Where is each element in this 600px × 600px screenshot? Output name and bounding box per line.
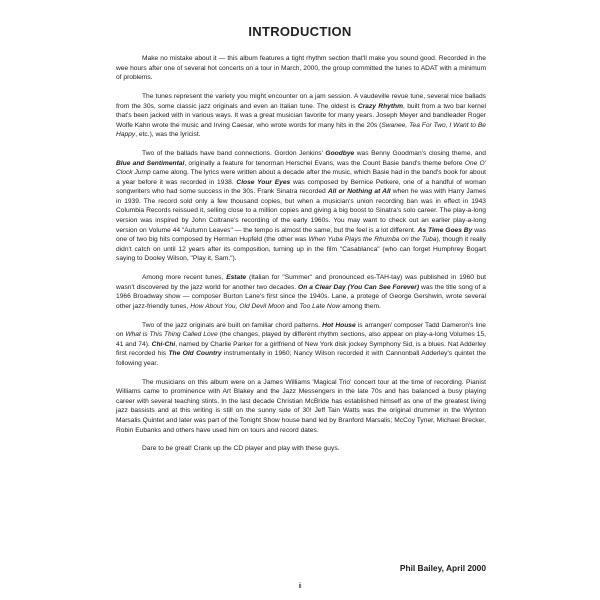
song-title-emphasis: Crazy Rhythm xyxy=(357,102,404,110)
text-run: instrumentally in 1960; Nancy Wilson recorded it with Cannonball Adderley's quintet the following year. xyxy=(116,350,486,367)
text-run: (the changes, played by different rhythm sections, also appear on play-a-long Volumes 15, 41 and 74). xyxy=(116,331,486,348)
text-run: is arranger/ composer Tadd Dameron's line on xyxy=(116,321,486,339)
text-run: Among more recent tunes, xyxy=(142,274,227,282)
text-run: and xyxy=(284,302,300,310)
text-run: The musicians on this album were on a James Williams 'Magical Trio' concert tour at the time of recording. Pianist Williams came to prominence with Art Blakey and the Jazz Messengers in the late 70s and has balanced a busy playing career with several teaching stints. In the last decade Christian McBride has established himself as one of the greatest living jazz bassists and at this writing is still on the sunny side of 30! Jeff Tain Watts was the original drummer in the Wynton Marsalis Quintet and later was part of the Tonight Show house band led by Branford Marsalis; McCoy Tyner, Michael Brecker, Robin Eubanks and others have used him on tours and record dates. xyxy=(116,378,486,434)
text-run: Two of the ballads have band connections. Gordon Jenkins' xyxy=(142,150,326,158)
song-title-emphasis: On a Clear Day (You Can See Forever) xyxy=(298,283,420,291)
song-title-italic: Too Late Now xyxy=(299,302,341,310)
text-run: ), though it really didn't catch on until 12 years after its composition, turning up in the film "Casablanca" (who can forget Humphrey Bogart saying to Dooley Wilson, "Play it, Sam."). xyxy=(116,236,486,263)
body-paragraph xyxy=(116,321,486,369)
song-title-italic: Swanee, Tea For Two, I Want to Be Happy xyxy=(116,121,486,139)
song-title-emphasis: All or Nothing at All xyxy=(327,188,391,196)
body-paragraph xyxy=(116,54,486,83)
text-run: (Italian for "Summer" and pronounced es-TAH-tay) was published in 1960 but wasn't discovered by the jazz world for another two decades. xyxy=(116,274,486,291)
body-paragraph xyxy=(116,378,486,435)
text-run: was Benny Goodman's closing theme, and xyxy=(354,150,486,158)
text-run: when he was with Harry James in 1939. The record sold only a few thousand copies, but when a musician's union recording ban was in effect in 1943 Columbia Records reissued it, selling close to a million copies and giving a big boost to Sinatra's solo career. The play-a-long version was inspired by John Coltrane's recording of the early 1960s. You may want to check out an earlier play-a-long version on Volume 44 "Autumn Leaves" — the tempo is almost the same, but the feel is a lot different. xyxy=(116,188,486,234)
text-run: , built from a two bar kernel that's been jacked with in various ways. It was a great musician favorite for many years. Joseph Meyer and bandleader Roger Wolfe Kahn wrote the music and Irving Caesar, who wrote words for many hits in the 20s ( xyxy=(116,102,486,129)
page-title: INTRODUCTION xyxy=(248,24,352,39)
body-text xyxy=(116,54,486,463)
text-run: The tunes represent the variety you might encounter on a jam session. A vaudeville revue tune, several nice ballads from the 30s, some classic jazz originals and even an Italian tune. The oldest is xyxy=(116,93,486,110)
text-run: among them. xyxy=(340,302,381,310)
body-paragraph xyxy=(116,149,486,264)
song-title-emphasis: Hot House xyxy=(322,321,356,329)
page-number: ii xyxy=(298,583,302,590)
song-title-italic: How About You, Old Devil Moon xyxy=(190,302,285,310)
author-signature-line: Phil Bailey, April 2000 xyxy=(399,563,486,573)
song-title-emphasis: Estate xyxy=(226,274,247,282)
song-title-emphasis: Blue and Sentimental xyxy=(116,159,185,167)
text-run: was one of two big hits composed by Herman Hupfeld (the other was xyxy=(116,226,487,244)
text-run: was composed by Bernice Petkere, one of a handful of woman songwriters who had some success in the 30s. Frank Sinatra recorded xyxy=(116,178,486,196)
song-title-emphasis: As Time Goes By xyxy=(417,226,473,234)
body-paragraph xyxy=(116,273,486,311)
song-title-emphasis: Close Your Eyes xyxy=(236,178,291,186)
text-run: was the title song of a 1966 Broadway show — composer Burton Lane's first since the 1940s. Lane, a protege of George Gershwin, wrote several other jazz-friendly tunes, xyxy=(116,283,486,310)
song-title-italic: When Yuba Plays the Rhumba on the Tuba xyxy=(308,236,437,244)
body-paragraph xyxy=(116,92,486,140)
text-run: , named by Charlie Parker for a girlfriend of New York disk jockey Symphony Sid, is a blues. Nat Adderley first recorded his xyxy=(116,340,486,358)
song-title-emphasis: The Old Country xyxy=(168,350,222,358)
song-title-emphasis: Chi-Chi xyxy=(151,340,176,348)
text-run: , etc.), was the lyricist. xyxy=(135,131,201,139)
song-title-italic: What is This Thing Called Love xyxy=(125,331,218,339)
body-paragraph xyxy=(116,444,486,454)
text-run: Two of the jazz originals are built on familiar chord patterns. xyxy=(142,321,323,329)
song-title-emphasis: Goodbye xyxy=(325,150,355,158)
text-run: Make no mistake about it — this album features a tight rhythm section that'll make you sound good. Recorded in the wee hours after one of several hot concerts on a tour in March, 2000, the group committed the tunes to ADAT with a minimum of problems. xyxy=(116,55,486,82)
text-run: Dare to be great! Crank up the CD player and play with these guys. xyxy=(142,445,340,453)
song-title-italic: One O' Clock Jump xyxy=(116,159,486,177)
text-run: , originally a feature for tenorman Herschel Evans, was the Count Basie band's theme before xyxy=(184,159,465,167)
text-run: came along. The lyrics were written about a decade after the music, which Basie had in the band's book for about a year before it was recorded in 1938. xyxy=(116,169,486,186)
